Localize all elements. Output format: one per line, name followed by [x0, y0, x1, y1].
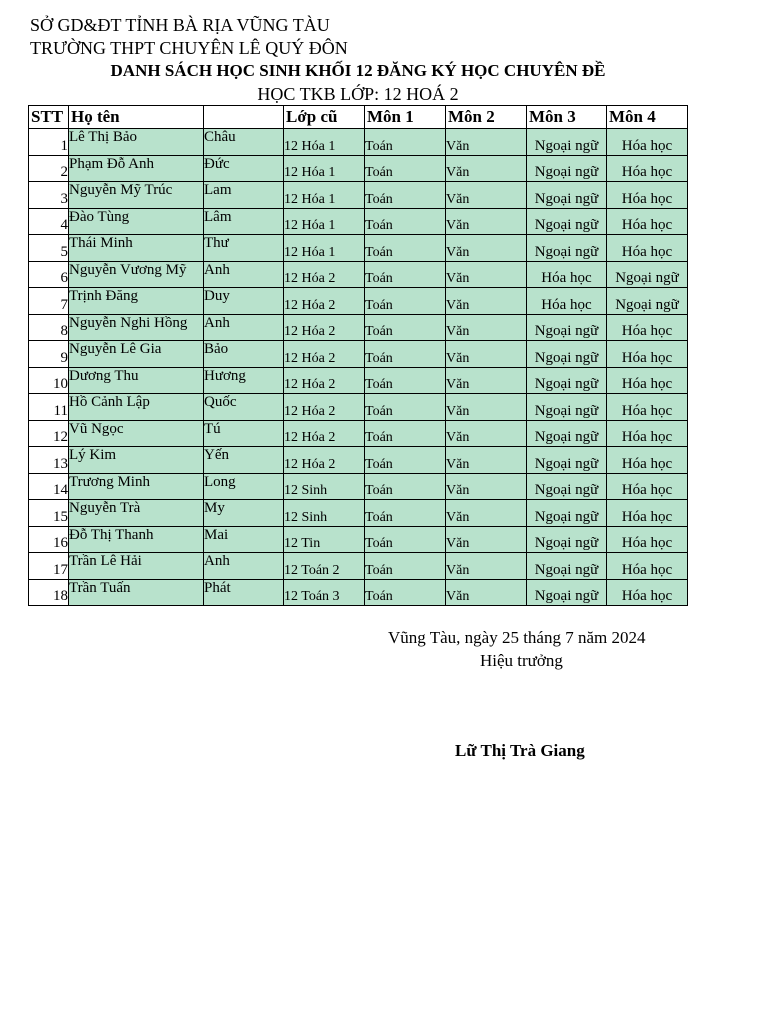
table-row	[29, 473, 688, 500]
cell-subject-4: Hóa học	[607, 208, 688, 235]
cell-subject-4: Hóa học	[607, 579, 688, 606]
table-row	[29, 182, 688, 209]
cell-given-name: Lam	[204, 182, 284, 209]
cell-subject-4: Hóa học	[607, 235, 688, 262]
cell-subject-2: Văn	[446, 341, 527, 368]
col-header-name: Họ tên	[69, 106, 204, 129]
cell-family-name: Đào Tùng	[69, 208, 204, 235]
cell-subject-3: Ngoại ngữ	[527, 235, 607, 262]
cell-subject-2: Văn	[446, 182, 527, 209]
cell-subject-4: Ngoại ngữ	[607, 288, 688, 315]
cell-old-class: 12 Hóa 1	[284, 129, 365, 156]
cell-subject-1: Toán	[365, 208, 446, 235]
cell-subject-1: Toán	[365, 473, 446, 500]
cell-old-class: 12 Hóa 1	[284, 235, 365, 262]
table-row	[29, 394, 688, 421]
cell-given-name: Duy	[204, 288, 284, 315]
cell-subject-3: Ngoại ngữ	[527, 579, 607, 606]
cell-subject-2: Văn	[446, 208, 527, 235]
cell-subject-2: Văn	[446, 500, 527, 527]
table-row	[29, 155, 688, 182]
cell-subject-1: Toán	[365, 394, 446, 421]
cell-subject-2: Văn	[446, 288, 527, 315]
cell-old-class: 12 Hóa 2	[284, 288, 365, 315]
cell-subject-3: Ngoại ngữ	[527, 208, 607, 235]
cell-old-class: 12 Toán 2	[284, 553, 365, 580]
cell-stt: 12	[29, 420, 69, 447]
table-row	[29, 367, 688, 394]
department-name: SỞ GD&ĐT TỈNH BÀ RỊA VŨNG TÀU	[30, 15, 330, 35]
cell-family-name: Hồ Cảnh Lập	[69, 394, 204, 421]
cell-old-class: 12 Hóa 2	[284, 367, 365, 394]
cell-given-name: Thư	[204, 235, 284, 262]
cell-subject-1: Toán	[365, 288, 446, 315]
cell-old-class: 12 Hóa 2	[284, 447, 365, 474]
table-header-row	[29, 106, 688, 129]
cell-stt: 17	[29, 553, 69, 580]
cell-given-name: Đức	[204, 155, 284, 182]
cell-family-name: Trịnh Đăng	[69, 288, 204, 315]
cell-stt: 15	[29, 500, 69, 527]
cell-subject-1: Toán	[365, 367, 446, 394]
cell-subject-4: Hóa học	[607, 447, 688, 474]
table-row	[29, 235, 688, 262]
cell-old-class: 12 Hóa 2	[284, 394, 365, 421]
col-header-given-name	[204, 106, 284, 129]
cell-given-name: Anh	[204, 261, 284, 288]
cell-given-name: Yến	[204, 447, 284, 474]
cell-subject-2: Văn	[446, 367, 527, 394]
col-header-old-class: Lớp cũ	[284, 106, 365, 129]
cell-stt: 8	[29, 314, 69, 341]
cell-subject-2: Văn	[446, 526, 527, 553]
table-row	[29, 208, 688, 235]
cell-subject-3: Ngoại ngữ	[527, 553, 607, 580]
cell-stt: 16	[29, 526, 69, 553]
cell-subject-4: Ngoại ngữ	[607, 261, 688, 288]
col-header-subject-3: Môn 3	[527, 106, 607, 129]
cell-subject-4: Hóa học	[607, 341, 688, 368]
cell-subject-3: Ngoại ngữ	[527, 341, 607, 368]
cell-family-name: Trần Tuấn	[69, 579, 204, 606]
table-row	[29, 500, 688, 527]
table-row	[29, 447, 688, 474]
student-table	[28, 105, 688, 606]
cell-subject-2: Văn	[446, 129, 527, 156]
cell-given-name: Châu	[204, 129, 284, 156]
cell-subject-4: Hóa học	[607, 473, 688, 500]
cell-subject-2: Văn	[446, 314, 527, 341]
cell-stt: 4	[29, 208, 69, 235]
cell-subject-1: Toán	[365, 129, 446, 156]
cell-stt: 5	[29, 235, 69, 262]
cell-subject-4: Hóa học	[607, 367, 688, 394]
cell-given-name: My	[204, 500, 284, 527]
cell-subject-3: Ngoại ngữ	[527, 526, 607, 553]
cell-subject-3: Ngoại ngữ	[527, 129, 607, 156]
col-header-subject-1: Môn 1	[365, 106, 446, 129]
cell-given-name: Bảo	[204, 341, 284, 368]
cell-subject-1: Toán	[365, 526, 446, 553]
cell-subject-2: Văn	[446, 261, 527, 288]
cell-subject-3: Ngoại ngữ	[527, 447, 607, 474]
cell-given-name: Anh	[204, 553, 284, 580]
cell-subject-4: Hóa học	[607, 394, 688, 421]
cell-family-name: Đỗ Thị Thanh	[69, 526, 204, 553]
cell-subject-3: Ngoại ngữ	[527, 420, 607, 447]
cell-old-class: 12 Toán 3	[284, 579, 365, 606]
cell-subject-3: Ngoại ngữ	[527, 155, 607, 182]
cell-subject-4: Hóa học	[607, 420, 688, 447]
table-row	[29, 129, 688, 156]
cell-family-name: Nguyễn Vương Mỹ	[69, 261, 204, 288]
cell-old-class: 12 Sinh	[284, 500, 365, 527]
col-header-stt: STT	[29, 106, 69, 129]
cell-subject-4: Hóa học	[607, 526, 688, 553]
table-row	[29, 261, 688, 288]
cell-subject-2: Văn	[446, 553, 527, 580]
cell-stt: 9	[29, 341, 69, 368]
cell-subject-3: Hóa học	[527, 261, 607, 288]
cell-family-name: Nguyễn Nghi Hồng	[69, 314, 204, 341]
cell-old-class: 12 Hóa 2	[284, 420, 365, 447]
table-row	[29, 314, 688, 341]
table-row	[29, 420, 688, 447]
cell-given-name: Quốc	[204, 394, 284, 421]
cell-stt: 2	[29, 155, 69, 182]
cell-stt: 18	[29, 579, 69, 606]
document-subtitle: HỌC TKB LỚP: 12 HOÁ 2	[257, 84, 459, 104]
cell-subject-3: Hóa học	[527, 288, 607, 315]
col-header-subject-2: Môn 2	[446, 106, 527, 129]
cell-subject-1: Toán	[365, 261, 446, 288]
cell-family-name: Phạm Đỗ Anh	[69, 155, 204, 182]
cell-subject-3: Ngoại ngữ	[527, 367, 607, 394]
cell-old-class: 12 Sinh	[284, 473, 365, 500]
cell-family-name: Dương Thu	[69, 367, 204, 394]
cell-family-name: Nguyễn Lê Gia	[69, 341, 204, 368]
cell-subject-1: Toán	[365, 155, 446, 182]
cell-family-name: Trương Minh	[69, 473, 204, 500]
cell-family-name: Thái Minh	[69, 235, 204, 262]
cell-old-class: 12 Hóa 1	[284, 208, 365, 235]
table-row	[29, 579, 688, 606]
cell-old-class: 12 Hóa 2	[284, 314, 365, 341]
cell-stt: 10	[29, 367, 69, 394]
cell-subject-2: Văn	[446, 420, 527, 447]
cell-subject-3: Ngoại ngữ	[527, 473, 607, 500]
cell-subject-4: Hóa học	[607, 500, 688, 527]
cell-old-class: 12 Hóa 1	[284, 182, 365, 209]
table-row	[29, 341, 688, 368]
cell-subject-4: Hóa học	[607, 182, 688, 209]
cell-family-name: Lê Thị Bảo	[69, 129, 204, 156]
cell-subject-3: Ngoại ngữ	[527, 394, 607, 421]
cell-stt: 13	[29, 447, 69, 474]
cell-subject-2: Văn	[446, 447, 527, 474]
cell-old-class: 12 Hóa 2	[284, 341, 365, 368]
cell-subject-1: Toán	[365, 500, 446, 527]
cell-stt: 6	[29, 261, 69, 288]
cell-subject-4: Hóa học	[607, 129, 688, 156]
cell-subject-1: Toán	[365, 235, 446, 262]
cell-family-name: Vũ Ngọc	[69, 420, 204, 447]
cell-given-name: Anh	[204, 314, 284, 341]
cell-family-name: Nguyễn Mỹ Trúc	[69, 182, 204, 209]
cell-subject-2: Văn	[446, 394, 527, 421]
cell-stt: 3	[29, 182, 69, 209]
signature-role: Hiệu trưởng	[480, 651, 563, 670]
cell-family-name: Lý Kim	[69, 447, 204, 474]
cell-subject-2: Văn	[446, 155, 527, 182]
cell-given-name: Mai	[204, 526, 284, 553]
cell-subject-1: Toán	[365, 447, 446, 474]
cell-subject-4: Hóa học	[607, 553, 688, 580]
school-name: TRƯỜNG THPT CHUYÊN LÊ QUÝ ĐÔN	[30, 38, 348, 58]
cell-family-name: Trần Lê Hải	[69, 553, 204, 580]
cell-subject-1: Toán	[365, 553, 446, 580]
cell-subject-4: Hóa học	[607, 155, 688, 182]
document-title: DANH SÁCH HỌC SINH KHỐI 12 ĐĂNG KÝ HỌC CHUYÊN ĐỀ	[110, 61, 606, 80]
cell-subject-1: Toán	[365, 420, 446, 447]
cell-stt: 1	[29, 129, 69, 156]
cell-subject-2: Văn	[446, 473, 527, 500]
signature-place-date: Vũng Tàu, ngày 25 tháng 7 năm 2024	[388, 628, 646, 647]
signature-name: Lữ Thị Trà Giang	[455, 741, 585, 760]
table-row	[29, 526, 688, 553]
cell-old-class: 12 Hóa 1	[284, 155, 365, 182]
cell-stt: 14	[29, 473, 69, 500]
table-row	[29, 288, 688, 315]
cell-old-class: 12 Tin	[284, 526, 365, 553]
cell-subject-1: Toán	[365, 314, 446, 341]
col-header-subject-4: Môn 4	[607, 106, 688, 129]
cell-subject-2: Văn	[446, 579, 527, 606]
cell-given-name: Phát	[204, 579, 284, 606]
cell-given-name: Long	[204, 473, 284, 500]
cell-subject-2: Văn	[446, 235, 527, 262]
cell-subject-3: Ngoại ngữ	[527, 500, 607, 527]
cell-subject-3: Ngoại ngữ	[527, 182, 607, 209]
table-row	[29, 553, 688, 580]
cell-given-name: Lâm	[204, 208, 284, 235]
cell-family-name: Nguyễn Trà	[69, 500, 204, 527]
cell-subject-4: Hóa học	[607, 314, 688, 341]
cell-subject-3: Ngoại ngữ	[527, 314, 607, 341]
cell-stt: 7	[29, 288, 69, 315]
cell-old-class: 12 Hóa 2	[284, 261, 365, 288]
cell-stt: 11	[29, 394, 69, 421]
cell-subject-1: Toán	[365, 341, 446, 368]
cell-subject-1: Toán	[365, 182, 446, 209]
cell-given-name: Tú	[204, 420, 284, 447]
cell-given-name: Hương	[204, 367, 284, 394]
cell-subject-1: Toán	[365, 579, 446, 606]
